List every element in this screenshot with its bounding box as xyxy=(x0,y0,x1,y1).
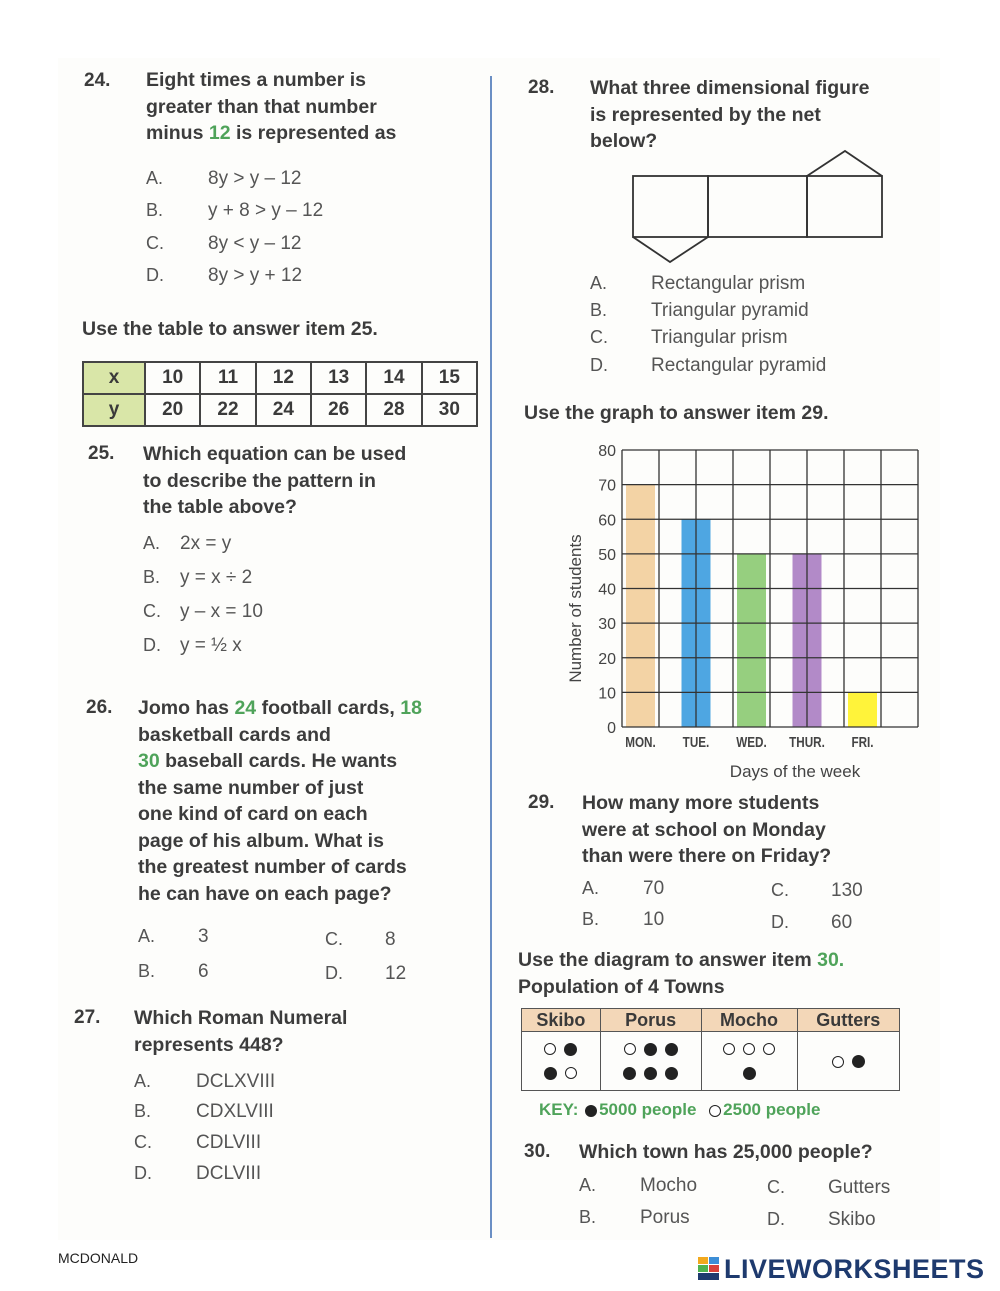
x-tick-label: THUR. xyxy=(789,733,825,751)
table-cell: 24 xyxy=(256,394,311,426)
xy-table xyxy=(82,361,478,427)
q30-option-b-letter: B. xyxy=(579,1207,597,1227)
table-cell: 20 xyxy=(145,394,200,426)
q24-option-c-letter: C. xyxy=(146,233,164,253)
q28-option-b-letter: B. xyxy=(590,300,608,320)
mocho-symbols xyxy=(701,1032,797,1091)
table-cell: 10 xyxy=(145,362,200,394)
q26-line: one kind of card on each xyxy=(138,803,368,825)
q29-option-c[interactable]: 130 xyxy=(831,880,863,901)
q29-option-c-letter: C. xyxy=(771,880,789,900)
full-circle-icon xyxy=(544,1067,557,1080)
q30-option-c-letter: C. xyxy=(767,1177,785,1197)
town-header: Porus xyxy=(600,1009,701,1032)
q30-option-b[interactable]: Porus xyxy=(640,1207,690,1228)
q26-line: page of his album. What is xyxy=(138,829,384,852)
net-face xyxy=(708,176,807,237)
y-header: y xyxy=(83,394,145,426)
y-tick-label: 60 xyxy=(598,512,616,530)
porus-symbols xyxy=(600,1032,701,1091)
q24-question xyxy=(146,67,396,147)
half-circle-icon xyxy=(763,1043,775,1055)
q24-option-b-letter: B. xyxy=(146,200,164,220)
q25-option-c-letter: C. xyxy=(143,601,161,621)
town-header: Gutters xyxy=(797,1009,899,1032)
graph-instruction: Use the graph to answer item 29. xyxy=(524,402,829,424)
q28-option-c-letter: C. xyxy=(590,327,608,347)
bar-wed xyxy=(737,554,766,727)
q28-option-a[interactable]: Rectangular prism xyxy=(651,273,806,294)
prism-net-diagram xyxy=(625,145,890,265)
population-table xyxy=(521,1008,900,1091)
half-circle-icon xyxy=(565,1067,577,1079)
table-instruction: Use the table to answer item 25. xyxy=(82,318,378,340)
q24-number: 24. xyxy=(84,70,111,91)
q28-option-a-letter: A. xyxy=(590,273,608,293)
y-tick-label: 30 xyxy=(598,616,616,634)
net-face xyxy=(807,176,882,237)
q27-question xyxy=(134,1005,347,1058)
q26-option-d-letter: D. xyxy=(325,963,343,983)
full-circle-icon xyxy=(665,1067,678,1080)
column-divider xyxy=(490,76,492,1238)
full-circle-icon xyxy=(644,1067,657,1080)
q27-line: represents 448? xyxy=(134,1033,284,1056)
town-header: Mocho xyxy=(701,1009,797,1032)
full-circle-icon xyxy=(585,1105,597,1117)
bar-fri xyxy=(848,692,877,727)
q29-option-d-letter: D. xyxy=(771,912,789,932)
q30-option-a[interactable]: Mocho xyxy=(640,1175,698,1196)
table-row xyxy=(522,1032,900,1091)
q26-line: 30 baseball cards. He wants xyxy=(138,750,398,772)
table-cell: 26 xyxy=(311,394,366,426)
y-tick-label: 20 xyxy=(598,650,616,668)
y-tick-label: 50 xyxy=(598,546,616,564)
q26-number-24: 24 xyxy=(234,697,257,719)
x-tick-label: WED. xyxy=(736,733,767,751)
q27-option-d-letter: D. xyxy=(134,1163,152,1183)
q25-option-b-letter: B. xyxy=(143,567,161,587)
diagram-title: Population of 4 Towns xyxy=(518,975,725,998)
y-tick-label: 70 xyxy=(598,477,616,495)
q25-question xyxy=(143,441,406,521)
q25-line: to describe the pattern in xyxy=(143,469,376,492)
q29-question xyxy=(582,790,831,870)
q25-option-a[interactable]: 2x = y xyxy=(180,533,232,554)
diagram-instruction: Use the diagram to answer item 30. Population of 4 Towns xyxy=(518,947,844,1000)
q27-option-a-letter: A. xyxy=(134,1071,152,1091)
full-circle-icon xyxy=(564,1043,577,1056)
q24-line: Eight times a number is xyxy=(146,69,366,91)
q24-number-12: 12 xyxy=(208,122,231,144)
x-header: x xyxy=(83,362,145,394)
item-30-number: 30. xyxy=(817,949,845,971)
net-face xyxy=(633,176,708,237)
x-tick-label: TUE. xyxy=(682,733,710,751)
q28-option-b[interactable]: Triangular pyramid xyxy=(651,300,809,321)
q27-option-c[interactable]: CDLVIII xyxy=(196,1132,262,1153)
q24-option-a[interactable]: 8y > y – 12 xyxy=(208,168,302,189)
q24-option-a-letter: A. xyxy=(146,168,164,188)
q25-number: 25. xyxy=(88,443,115,464)
skibo-symbols xyxy=(522,1032,601,1091)
q26-option-b-letter: B. xyxy=(138,961,156,981)
q24-line: greater than that number xyxy=(146,95,377,118)
table-cell: 12 xyxy=(256,362,311,394)
x-tick-label: MON. xyxy=(625,733,656,751)
q25-line: Which equation can be used xyxy=(143,443,407,465)
q29-line: How many more students xyxy=(582,792,820,814)
q30-option-d[interactable]: Skibo xyxy=(828,1209,876,1230)
q26-option-b[interactable]: 6 xyxy=(198,961,209,982)
y-axis-title: Number of students xyxy=(566,534,585,683)
half-circle-icon xyxy=(723,1043,735,1055)
q27-option-c-letter: C. xyxy=(134,1132,152,1152)
q27-line: Which Roman Numeral xyxy=(134,1007,348,1029)
q26-option-a-letter: A. xyxy=(138,926,156,946)
q26-line: he can have on each page? xyxy=(138,882,392,905)
y-tick-label: 10 xyxy=(598,685,616,703)
full-circle-icon xyxy=(665,1043,678,1056)
q29-option-a[interactable]: 70 xyxy=(643,878,665,899)
q24-option-d[interactable]: 8y > y + 12 xyxy=(208,265,303,286)
q25-line: the table above? xyxy=(143,496,297,518)
q30-option-a-letter: A. xyxy=(579,1175,597,1195)
liveworksheets-brand: LIVEWORKSHEETS xyxy=(724,1254,985,1284)
q28-option-c[interactable]: Triangular prism xyxy=(651,327,788,348)
q25-option-d[interactable]: y = ½ x xyxy=(180,635,242,656)
q26-number: 26. xyxy=(86,697,113,718)
q30-option-d-letter: D. xyxy=(767,1209,785,1229)
q25-option-c[interactable]: y – x = 10 xyxy=(180,601,263,622)
q26-number-18: 18 xyxy=(400,697,422,719)
q28-line: What three dimensional figure xyxy=(590,77,870,99)
town-header: Skibo xyxy=(522,1009,601,1032)
q28-option-d-letter: D. xyxy=(590,355,608,375)
q27-option-a[interactable]: DCLXVIII xyxy=(196,1071,276,1092)
bar-mon xyxy=(626,485,655,727)
q28-number: 28. xyxy=(528,77,555,98)
q26-option-a[interactable]: 3 xyxy=(198,926,209,947)
half-circle-icon xyxy=(544,1043,556,1055)
full-circle-icon xyxy=(852,1055,865,1068)
q29-option-b-letter: B. xyxy=(582,909,600,929)
net-triangle xyxy=(807,151,882,176)
full-circle-icon xyxy=(644,1043,657,1056)
q25-option-d-letter: D. xyxy=(143,635,161,655)
diagram-key: KEY: 5000 people 2500 people xyxy=(539,1100,821,1119)
x-axis-title: Days of the week xyxy=(729,762,861,781)
q28-line: is represented by the net xyxy=(590,103,821,126)
q26-line: the same number of just xyxy=(138,776,364,799)
table-cell: 13 xyxy=(311,362,366,394)
q24-line: minus 12 is represented as xyxy=(146,122,397,144)
q28-question xyxy=(590,75,870,155)
table-row xyxy=(83,362,477,394)
half-circle-icon xyxy=(709,1105,721,1117)
q24-option-c[interactable]: 8y < y – 12 xyxy=(208,233,302,254)
table-cell: 28 xyxy=(366,394,421,426)
x-tick-label: FRI. xyxy=(851,733,874,751)
q24-option-d-letter: D. xyxy=(146,265,164,285)
table-row xyxy=(522,1009,900,1032)
gutters-symbols xyxy=(797,1032,899,1091)
students-bar-chart xyxy=(560,438,940,788)
q26-line: the greatest number of cards xyxy=(138,856,407,878)
q24-option-b[interactable]: y + 8 > y – 12 xyxy=(208,200,324,221)
q29-option-a-letter: A. xyxy=(582,878,600,898)
q29-number: 29. xyxy=(528,792,555,813)
q27-option-b-letter: B. xyxy=(134,1101,152,1121)
table-cell: 22 xyxy=(200,394,255,426)
q26-option-d[interactable]: 12 xyxy=(385,963,407,984)
table-cell: 30 xyxy=(422,394,477,426)
q26-option-c[interactable]: 8 xyxy=(385,929,396,950)
q26-number-30: 30 xyxy=(138,750,160,772)
q25-option-a-letter: A. xyxy=(143,533,161,553)
q27-option-b[interactable]: CDXLVIII xyxy=(196,1101,274,1122)
q25-option-b[interactable]: y = x ÷ 2 xyxy=(180,567,253,588)
q26-question xyxy=(138,695,422,907)
q26-line: Jomo has 24 football cards, 18 xyxy=(138,697,422,719)
q28-line: below? xyxy=(590,130,658,152)
q29-line: were at school on Monday xyxy=(582,818,826,841)
half-circle-icon xyxy=(832,1056,844,1068)
q30-question: Which town has 25,000 people? xyxy=(579,1141,873,1163)
q29-option-b[interactable]: 10 xyxy=(643,909,665,930)
full-circle-icon xyxy=(743,1067,756,1080)
q27-number: 27. xyxy=(74,1007,101,1028)
q29-line: than were there on Friday? xyxy=(582,845,832,867)
q26-line: basketball cards and xyxy=(138,723,331,746)
q28-option-d[interactable]: Rectangular pyramid xyxy=(651,355,827,376)
q29-option-d[interactable]: 60 xyxy=(831,912,853,933)
table-cell: 15 xyxy=(422,362,477,394)
q26-option-c-letter: C. xyxy=(325,929,343,949)
half-circle-icon xyxy=(743,1043,755,1055)
q30-option-c[interactable]: Gutters xyxy=(828,1177,891,1198)
net-triangle xyxy=(633,237,708,262)
table-cell: 14 xyxy=(366,362,421,394)
y-tick-label: 0 xyxy=(607,720,616,737)
author-label: MCDONALD xyxy=(58,1250,139,1266)
full-circle-icon xyxy=(623,1067,636,1080)
q27-option-d[interactable]: DCLVIII xyxy=(196,1163,262,1184)
y-tick-label: 80 xyxy=(598,443,616,460)
table-row xyxy=(83,394,477,426)
q30-number: 30. xyxy=(524,1141,551,1162)
liveworksheets-logo-icon xyxy=(698,1257,720,1281)
half-circle-icon xyxy=(624,1043,636,1055)
y-tick-label: 40 xyxy=(598,581,616,599)
table-cell: 11 xyxy=(200,362,255,394)
